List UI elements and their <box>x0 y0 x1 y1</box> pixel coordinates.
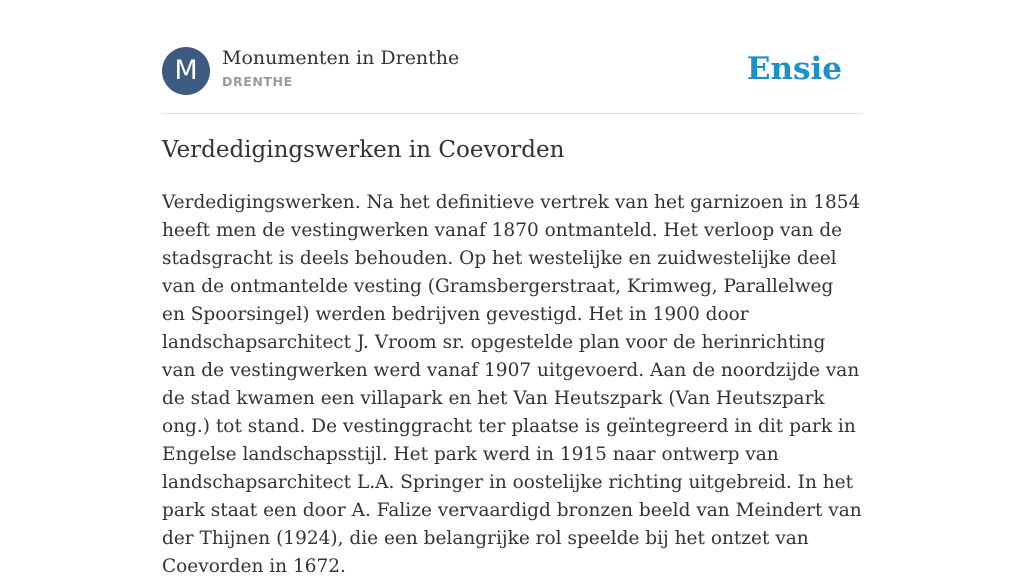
source-header <box>162 45 862 97</box>
article-card <box>162 0 862 577</box>
source-subtitle: DRENTHE <box>222 74 293 89</box>
ensie-logo[interactable]: Ensie <box>746 51 842 87</box>
page-title: Verdedigingswerken in Coevorden <box>162 137 565 163</box>
source-title[interactable]: Monumenten in Drenthe <box>222 47 460 69</box>
avatar[interactable]: M <box>162 47 210 95</box>
divider <box>162 113 862 114</box>
article-body: Verdedigingswerken. Na het definitieve vertrek van het garnizoen in 1854 heeft men de vestingwerken vanaf 1870 ontmanteld. Het verloop van de stadsgracht is deels behouden. Op het westelijke en zuidwestelijke deel van de ontmantelde vesting (Gramsbergerstraat, Krimweg, Parallelweg en Spoorsingel) werden bedrijven gevestigd. Het in 1900 door landschapsarchitect J. Vroom sr. opgestelde plan voor de herinrichting van de vestingwerken werd vanaf 1907 uitgevoerd. Aan de noordzijde van de stad kwamen een villapark en het Van Heutszpark (Van Heutszpark ong.) tot stand. De vestinggracht ter plaatse is geïntegreerd in dit park in Engelse landschapsstijl. Het park werd in 1915 naar ontwerp van landschapsarchitect L.A. Springer in oostelijke richting uitgebreid. In het park staat een door A. Falize vervaardigd bronzen beeld van Meindert van der Thijnen (1924), die een belangrijke rol speelde bij het ontzet van Coevorden in 1672. <box>162 192 862 577</box>
